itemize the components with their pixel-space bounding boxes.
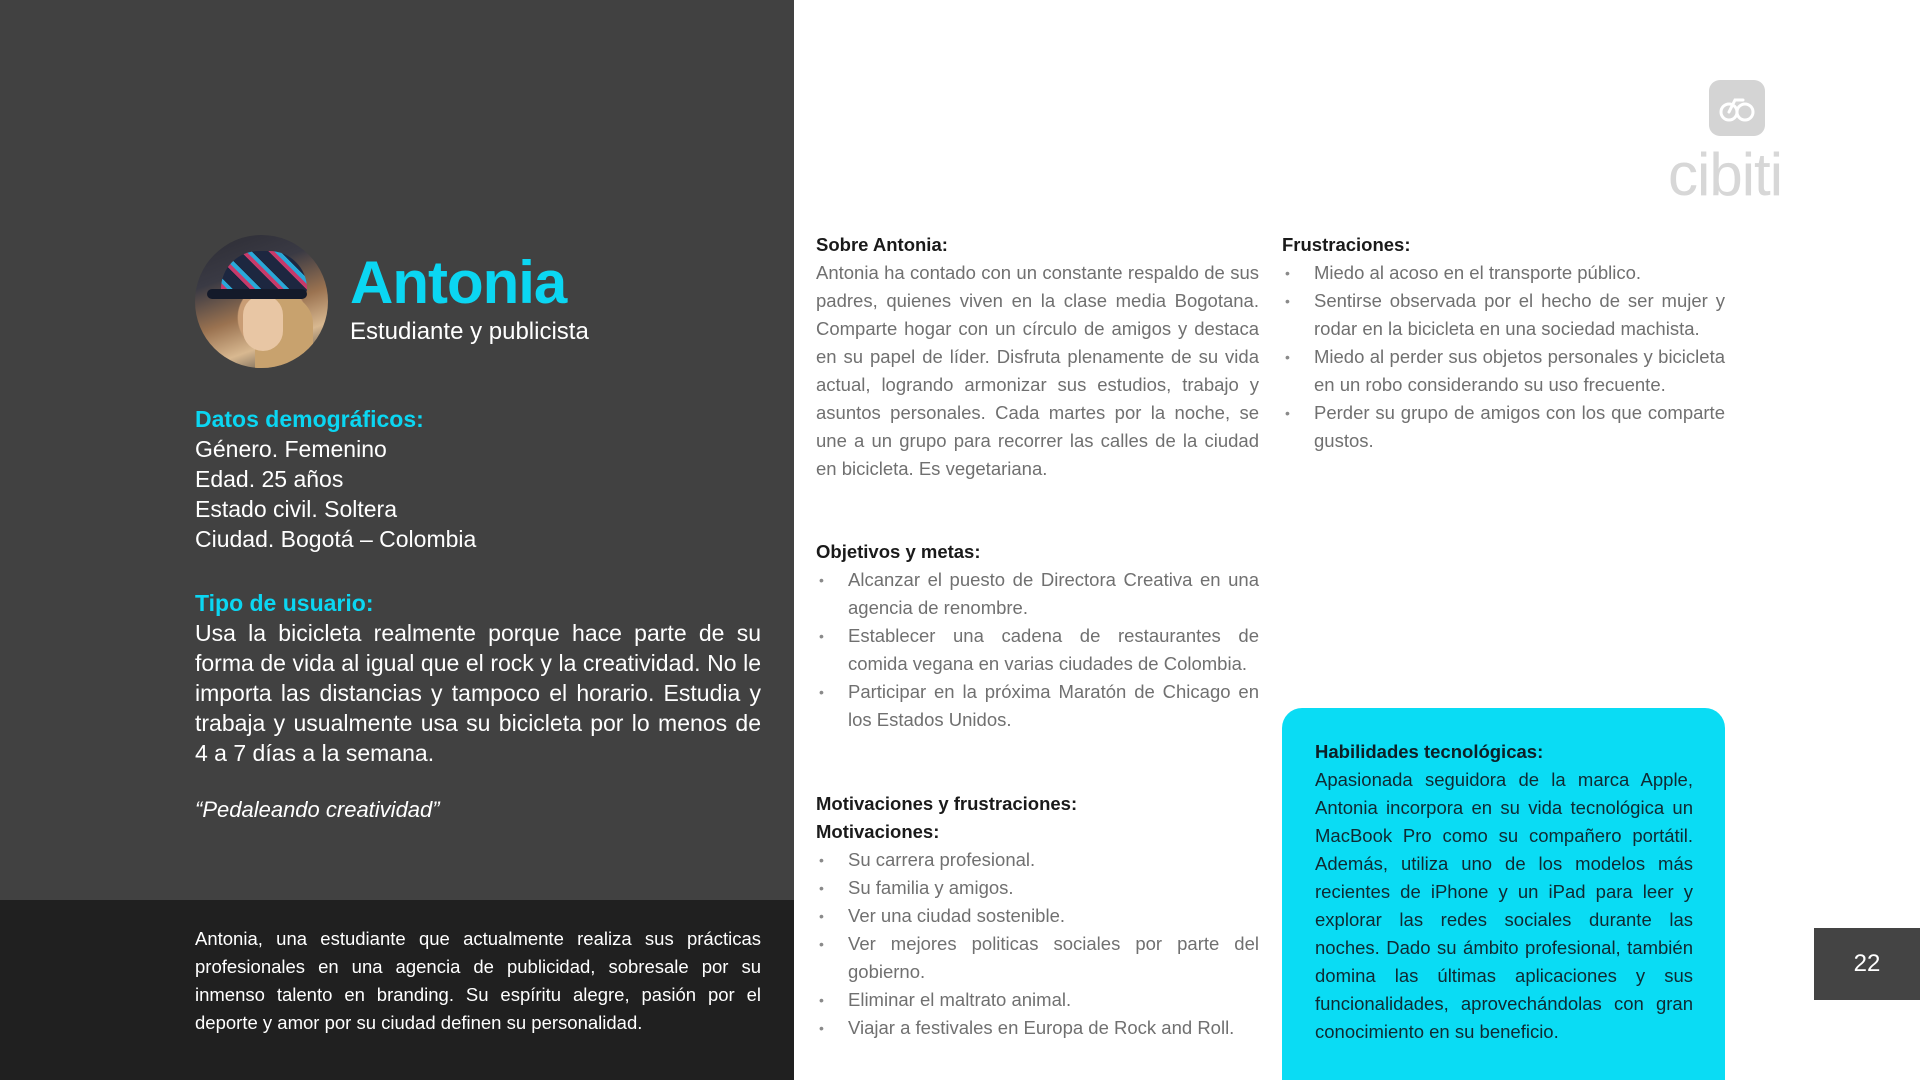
goals-section <box>816 538 1259 734</box>
user-type-heading: Tipo de usuario: <box>195 590 374 616</box>
list-item: • Eliminar el maltrato animal. <box>816 986 1259 1014</box>
logo-text: cibiti <box>1668 141 1783 208</box>
page-number: 22 <box>1814 928 1920 1000</box>
list-item: • Viajar a festivales en Europa de Rock and Roll. <box>816 1014 1259 1042</box>
frustrations-list <box>1282 259 1725 455</box>
bicycle-icon <box>1717 88 1757 128</box>
persona-quote: “Pedaleando creatividad” <box>195 797 440 822</box>
goals-heading: Objetivos y metas: <box>816 541 981 562</box>
demographics-heading: Datos demográficos: <box>195 406 424 432</box>
goals-list <box>816 566 1259 734</box>
list-item: • Miedo al acoso en el transporte público. <box>1282 259 1725 287</box>
persona-name: Antonia <box>350 249 567 316</box>
demographics-gender: Género. Femenino <box>195 436 387 462</box>
avatar <box>195 235 328 368</box>
user-type-section <box>195 588 761 768</box>
tech-skills-text: Apasionada seguidora de la marca Apple, Antonia incorpora en su vida tecnológica un MacBook Pro como su compañero portátil. Además, utiliza uno de los modelos más recientes de iPhone y un iPad para leer y explorar las redes sociales durante las noches. Dado su ámbito profesional, también domina las últimas aplicaciones y sus funcionalidades, aprovechándolas con gran conocimiento en su beneficio. <box>1315 769 1693 1042</box>
avatar-face <box>243 295 283 351</box>
list-item: • Su carrera profesional. <box>816 846 1259 874</box>
demographics-civil-status: Estado civil. Soltera <box>195 496 397 522</box>
frustrations-heading: Frustraciones: <box>1282 234 1411 255</box>
motivations-subheading: Motivaciones: <box>816 821 940 842</box>
demographics-city: Ciudad. Bogotá – Colombia <box>195 526 477 552</box>
demographics-age: Edad. 25 años <box>195 466 344 492</box>
persona-role: Estudiante y publicista <box>350 318 589 345</box>
list-item: • Ver una ciudad sostenible. <box>816 902 1259 930</box>
list-item: • Alcanzar el puesto de Directora Creativa en una agencia de renombre. <box>816 566 1259 622</box>
about-section <box>816 231 1259 483</box>
frustrations-section <box>1282 231 1725 455</box>
logo-badge <box>1709 80 1765 136</box>
tech-skills-heading: Habilidades tecnológicas: <box>1315 741 1544 762</box>
list-item: • Establecer una cadena de restaurantes de comida vegana en varias ciudades de Colombia. <box>816 622 1259 678</box>
motivations-list <box>816 846 1259 1042</box>
motivations-section <box>816 790 1259 1042</box>
avatar-cap-brim <box>207 289 307 299</box>
demographics-section <box>195 404 761 554</box>
list-item: • Perder su grupo de amigos con los que comparte gustos. <box>1282 399 1725 455</box>
tech-skills-section <box>1315 738 1693 1046</box>
list-item: • Su familia y amigos. <box>816 874 1259 902</box>
list-item: • Ver mejores politicas sociales por parte del gobierno. <box>816 930 1259 986</box>
about-text: Antonia ha contado con un constante respaldo de sus padres, quienes viven en la clase media Bogotana. Comparte hogar con un círculo de amigos y destaca en su papel de líder. Disfruta plenamente de su vida actual, logrando armonizar sus estudios, trabajo y asuntos personales. Cada martes por la noche, se une a un grupo para recorrer las calles de la ciudad en bicicleta. Es vegetariana. <box>816 262 1259 479</box>
motivations-heading: Motivaciones y frustraciones: <box>816 793 1078 814</box>
about-heading: Sobre Antonia: <box>816 234 948 255</box>
user-type-text: Usa la bicicleta realmente porque hace parte de su forma de vida al igual que el rock y la creatividad. No le importa las distancias y tampoco el horario. Estudia y trabaja y usualmente usa su bicicleta por lo menos de 4 a 7 días a la semana. <box>195 620 761 766</box>
list-item: • Sentirse observada por el hecho de ser mujer y rodar en la bicicleta en una sociedad machista. <box>1282 287 1725 343</box>
list-item: • Participar en la próxima Maratón de Chicago en los Estados Unidos. <box>816 678 1259 734</box>
list-item: • Miedo al perder sus objetos personales y bicicleta en un robo considerando su uso frecuente. <box>1282 343 1725 399</box>
persona-bio: Antonia, una estudiante que actualmente realiza sus prácticas profesionales en una agencia de publicidad, sobresale por su inmenso talento en branding. Su espíritu alegre, pasión por el deporte y amor por su ciudad definen su personalidad. <box>195 928 761 1033</box>
